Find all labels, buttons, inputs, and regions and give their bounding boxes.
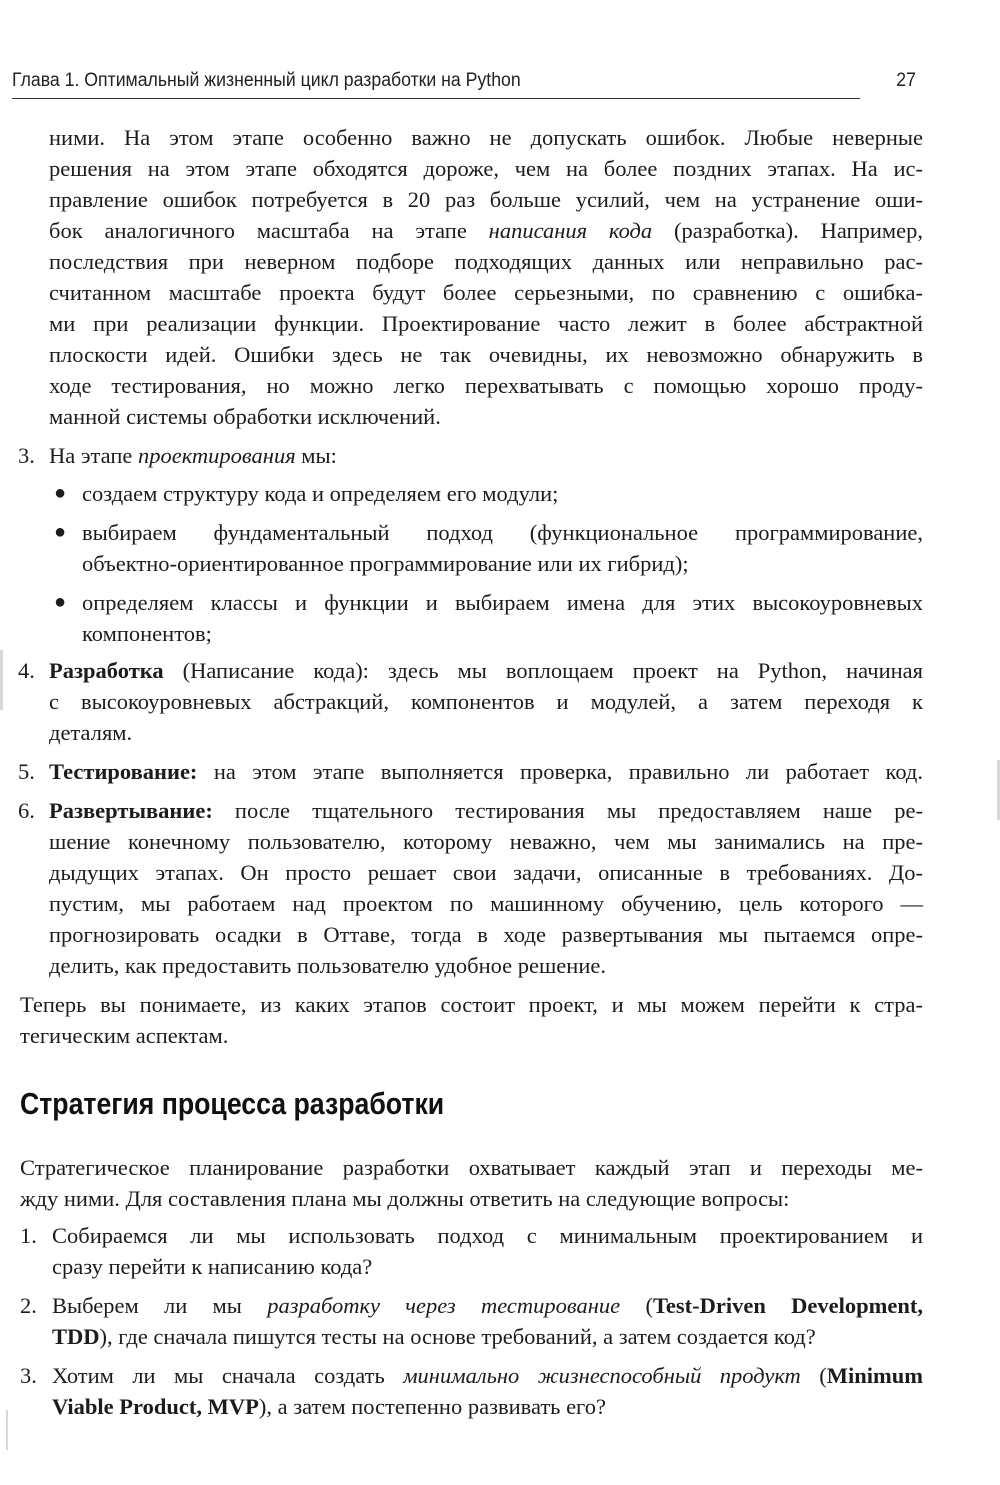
text-line (49, 655, 923, 686)
bold-term: Разработка (49, 658, 164, 683)
text-line: пустим, мы работаем над проектом по машинному обучению, цель которого — (49, 891, 923, 916)
page-number: 27 (896, 70, 916, 91)
text-line: дыдущих этапах. Он просто решает свои задачи, описанные в требованиях. До- (49, 860, 923, 885)
text-line: ними. На этом этапе особенно важно не допускать ошибок. Любые неверные (49, 125, 923, 150)
bold-term: Minimum (826, 1363, 923, 1388)
text-line: решения на этом этапе обходятся дороже, чем на более поздних этапах. На ис- (49, 156, 923, 181)
text-run: ), а затем постепенно развивать его? (258, 1394, 606, 1419)
text-line (49, 756, 923, 787)
scan-edge-mark (0, 650, 3, 710)
italic-term: разработку через тестирование (267, 1293, 621, 1318)
text-run: (разработка). Например, (652, 218, 923, 243)
text-run: На этапе (49, 443, 138, 468)
text-line: плоскости идей. Ошибки здесь не так очевидны, их невозможно обнаружить в (49, 342, 923, 367)
list-number: 4. (18, 658, 35, 683)
list-number: 1. (20, 1223, 37, 1248)
text-run: ( (800, 1363, 827, 1388)
text-run: Выберем ли мы (52, 1293, 268, 1318)
text-line: Теперь вы понимаете, из каких этапов состоит проект, и мы можем перейти к стра- (20, 992, 923, 1017)
running-header (12, 68, 916, 99)
bullet-item: выбираем фундаментальный подход (функциональное программирование, (82, 520, 923, 545)
list-number: 3. (18, 443, 35, 468)
text-line: ми при реализации функции. Проектирование часто лежит в более абстрактной (49, 311, 923, 336)
bullet-item: определяем классы и функции и выбираем имена для этих высокоуровневых (82, 590, 923, 615)
text-line (49, 440, 337, 471)
bold-term: Viable Product, MVP (52, 1394, 259, 1419)
chapter-title: Глава 1. Оптимальный жизненный цикл разработки на Python (12, 70, 521, 91)
text-line: тегическим аспектам. (20, 1023, 229, 1048)
bullet-icon: ● (54, 521, 67, 543)
bullet-item-cont: объектно-ориентированное программирование или их гибрид); (82, 551, 689, 576)
text-line: последствия при неверном подборе подходящих данных или неправильно рас- (49, 249, 923, 274)
text-line: ходе тестирования, но можно легко перехватывать с помощью хорошо проду- (49, 373, 923, 398)
text-line (52, 1391, 606, 1422)
text-line: правление ошибок потребуется в 20 раз больше усилий, чем на устранение оши- (49, 187, 923, 212)
text-line: шение конечному пользователю, которому неважно, чем мы занимались на пре- (49, 829, 923, 854)
text-run: ( (620, 1293, 653, 1318)
text-line: сразу перейти к написанию кода? (52, 1254, 373, 1279)
text-line: прогнозировать осадки в Оттаве, тогда в ходе развертывания мы пытаемся опре- (49, 922, 923, 947)
text-line: считанном масштабе проекта будут более серьезными, по сравнению с ошибка- (49, 280, 923, 305)
text-line (52, 1290, 923, 1321)
bullet-icon: ● (54, 482, 67, 504)
bullet-icon: ● (54, 591, 67, 613)
text-run: (Написание кода): здесь мы воплощаем проект на Python, начиная (163, 658, 923, 683)
italic-term: написания кода (488, 218, 653, 243)
scan-edge-mark (6, 1410, 8, 1450)
text-run: бок аналогичного масштаба на этапе (49, 218, 489, 243)
italic-term: проектирования (137, 443, 296, 468)
text-run: мы: (295, 443, 337, 468)
text-run: после тщательного тестирования мы предоставляем наше ре- (212, 798, 923, 823)
italic-term: минимально жизнеспособный продукт (403, 1363, 801, 1388)
text-line: с высокоуровневых абстракций, компонентов и модулей, а затем переходя к (49, 689, 923, 714)
text-line: делить, как предоставить пользователю удобное решение. (49, 953, 606, 978)
bold-term: Тестирование: (49, 759, 198, 784)
text-run: Хотим ли мы сначала создать (52, 1363, 404, 1388)
text-line: деталям. (49, 720, 133, 745)
bold-term: Развертывание: (49, 798, 213, 823)
text-line (49, 795, 923, 826)
list-number: 2. (20, 1293, 37, 1318)
text-line (52, 1360, 923, 1391)
list-number: 3. (20, 1363, 37, 1388)
bullet-item: создаем структуру кода и определяем его модули; (82, 481, 559, 506)
text-line (52, 1321, 816, 1352)
bullet-item-cont: компонентов; (82, 621, 212, 646)
list-number: 5. (18, 759, 35, 784)
text-run: ), где сначала пишутся тесты на основе требований, а затем создается код? (99, 1324, 816, 1349)
text-line: манной системы обработки исключений. (49, 404, 441, 429)
bold-term: Test-Driven Development, (652, 1293, 923, 1318)
text-line: жду ними. Для составления плана мы должны ответить на следующие вопросы: (20, 1186, 790, 1211)
text-line: Собираемся ли мы использовать подход с минимальным проектированием и (52, 1223, 923, 1248)
text-line: Стратегическое планирование разработки охватывает каждый этап и переходы ме- (20, 1155, 923, 1180)
section-heading: Стратегия процесса разработки (20, 1086, 445, 1121)
text-run: на этом этапе выполняется проверка, правильно ли работает код. (197, 759, 923, 784)
list-number: 6. (18, 798, 35, 823)
text-line (49, 215, 923, 246)
bold-term: TDD (52, 1324, 100, 1349)
